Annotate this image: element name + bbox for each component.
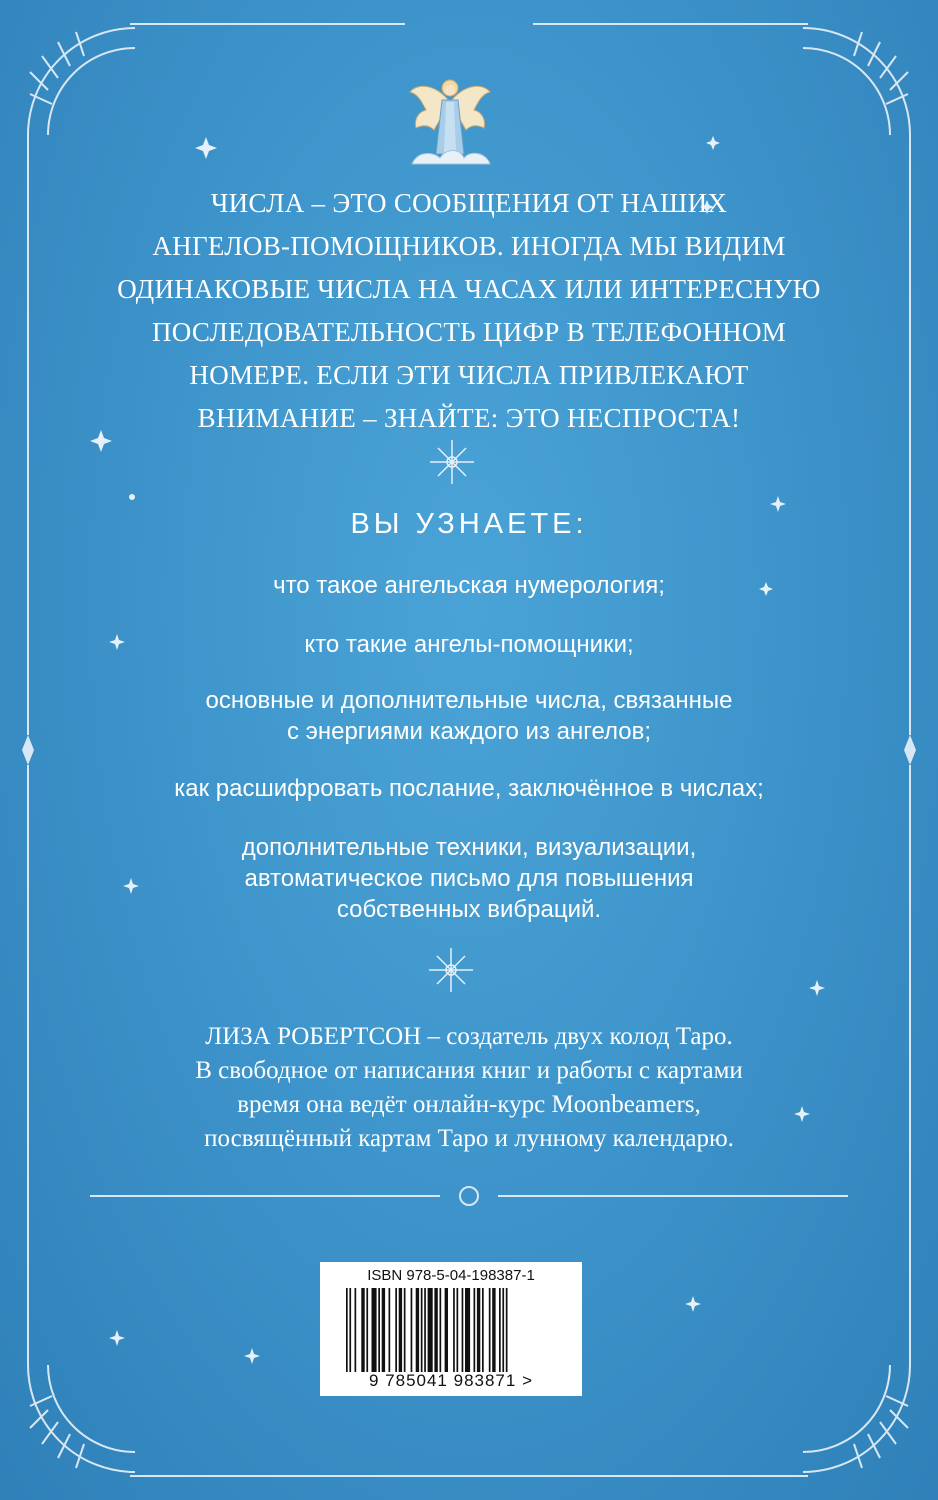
right-diamond-icon xyxy=(904,735,916,765)
barcode-bar xyxy=(411,1288,413,1372)
barcode-bar xyxy=(346,1288,348,1372)
author-line: время она ведёт онлайн-курс Moonbeamers, xyxy=(237,1091,701,1118)
barcode-bar xyxy=(462,1288,464,1372)
barcode-bars xyxy=(346,1288,556,1372)
barcode-bar xyxy=(361,1288,364,1372)
barcode-bar xyxy=(499,1288,501,1372)
barcode-bar xyxy=(489,1288,491,1372)
barcode-digits: 9 785041 983871 > xyxy=(368,1371,533,1390)
learn-heading: ВЫ УЗНАЕТЕ: xyxy=(350,508,588,540)
barcode-bar xyxy=(382,1288,385,1372)
barcode-bar xyxy=(474,1288,476,1372)
list-item: кто такие ангелы-помощники; xyxy=(304,631,634,658)
barcode-bar xyxy=(349,1288,351,1372)
barcode-bar xyxy=(428,1288,433,1372)
barcode-bar xyxy=(416,1288,419,1372)
compass-star-icon-2 xyxy=(429,948,473,992)
author-line: посвящённый картам Таро и лунному календарю. xyxy=(204,1125,734,1152)
barcode-bar xyxy=(502,1288,504,1372)
barcode-bar xyxy=(399,1288,402,1372)
corner-sunburst-icon-tr xyxy=(803,28,910,135)
author-bio xyxy=(60,1020,878,1156)
list-item: дополнительные техники, визуализации, автоматическое письмо для повышения собственных вибраций. xyxy=(241,834,697,923)
barcode-bar xyxy=(389,1288,391,1372)
barcode-bar xyxy=(355,1288,357,1372)
intro-line: ОДИНАКОВЫЕ ЧИСЛА НА ЧАСАХ ИЛИ ИНТЕРЕСНУЮ xyxy=(117,274,821,304)
barcode-bar xyxy=(395,1288,397,1372)
barcode-bar xyxy=(482,1288,484,1372)
barcode-bar xyxy=(465,1288,470,1372)
barcode-bar xyxy=(506,1288,508,1372)
list-item: как расшифровать послание, заключённое в числах; xyxy=(174,775,764,802)
barcode-bar xyxy=(445,1288,448,1372)
barcode-bar xyxy=(404,1288,406,1372)
barcode-bar xyxy=(492,1288,495,1372)
author-line: В свободное от написания книг и работы с картами xyxy=(195,1057,743,1084)
barcode-bar xyxy=(453,1288,455,1372)
angel-emblem-icon xyxy=(404,72,496,172)
compass-star-icon-1 xyxy=(430,440,474,484)
barcode-bar xyxy=(421,1288,423,1372)
left-diamond-icon xyxy=(22,735,34,765)
barcode-bar xyxy=(434,1288,437,1372)
author-line: ЛИЗА РОБЕРТСОН – создатель двух колод Таро. xyxy=(205,1023,733,1050)
barcode-bar xyxy=(457,1288,459,1372)
corner-sunburst-icon-bl xyxy=(28,1365,135,1472)
corner-sunburst-icon-br xyxy=(803,1365,910,1472)
isbn-label: ISBN 978-5-04-198387-1 xyxy=(367,1267,535,1284)
intro-line: АНГЕЛОВ-ПОМОЩНИКОВ. ИНОГДА МЫ ВИДИМ xyxy=(152,231,786,261)
list-item: что такое ангельская нумерология; xyxy=(273,572,665,599)
intro-line: НОМЕРЕ. ЕСЛИ ЭТИ ЧИСЛА ПРИВЛЕКАЮТ xyxy=(189,360,749,390)
intro-text xyxy=(60,182,878,440)
barcode-bar xyxy=(378,1288,380,1372)
barcode-bar xyxy=(440,1288,442,1372)
barcode-bar xyxy=(366,1288,368,1372)
intro-line: ВНИМАНИЕ – ЗНАЙТЕ: ЭТО НЕСПРОСТА! xyxy=(197,403,741,433)
intro-line: ПОСЛЕДОВАТЕЛЬНОСТЬ ЦИФР В ТЕЛЕФОННОМ xyxy=(151,317,787,347)
barcode-bar xyxy=(477,1288,480,1372)
corner-sunburst-icon-tl xyxy=(28,28,135,135)
barcode-panel xyxy=(320,1262,582,1396)
list-item: основные и дополнительные числа, связанные с энергиями каждого из ангелов; xyxy=(205,687,733,745)
barcode-bar xyxy=(424,1288,426,1372)
intro-line: ЧИСЛА – ЭТО СООБЩЕНИЯ ОТ НАШИХ xyxy=(210,188,728,218)
divider-circle xyxy=(460,1187,478,1205)
barcode-bar xyxy=(372,1288,377,1372)
